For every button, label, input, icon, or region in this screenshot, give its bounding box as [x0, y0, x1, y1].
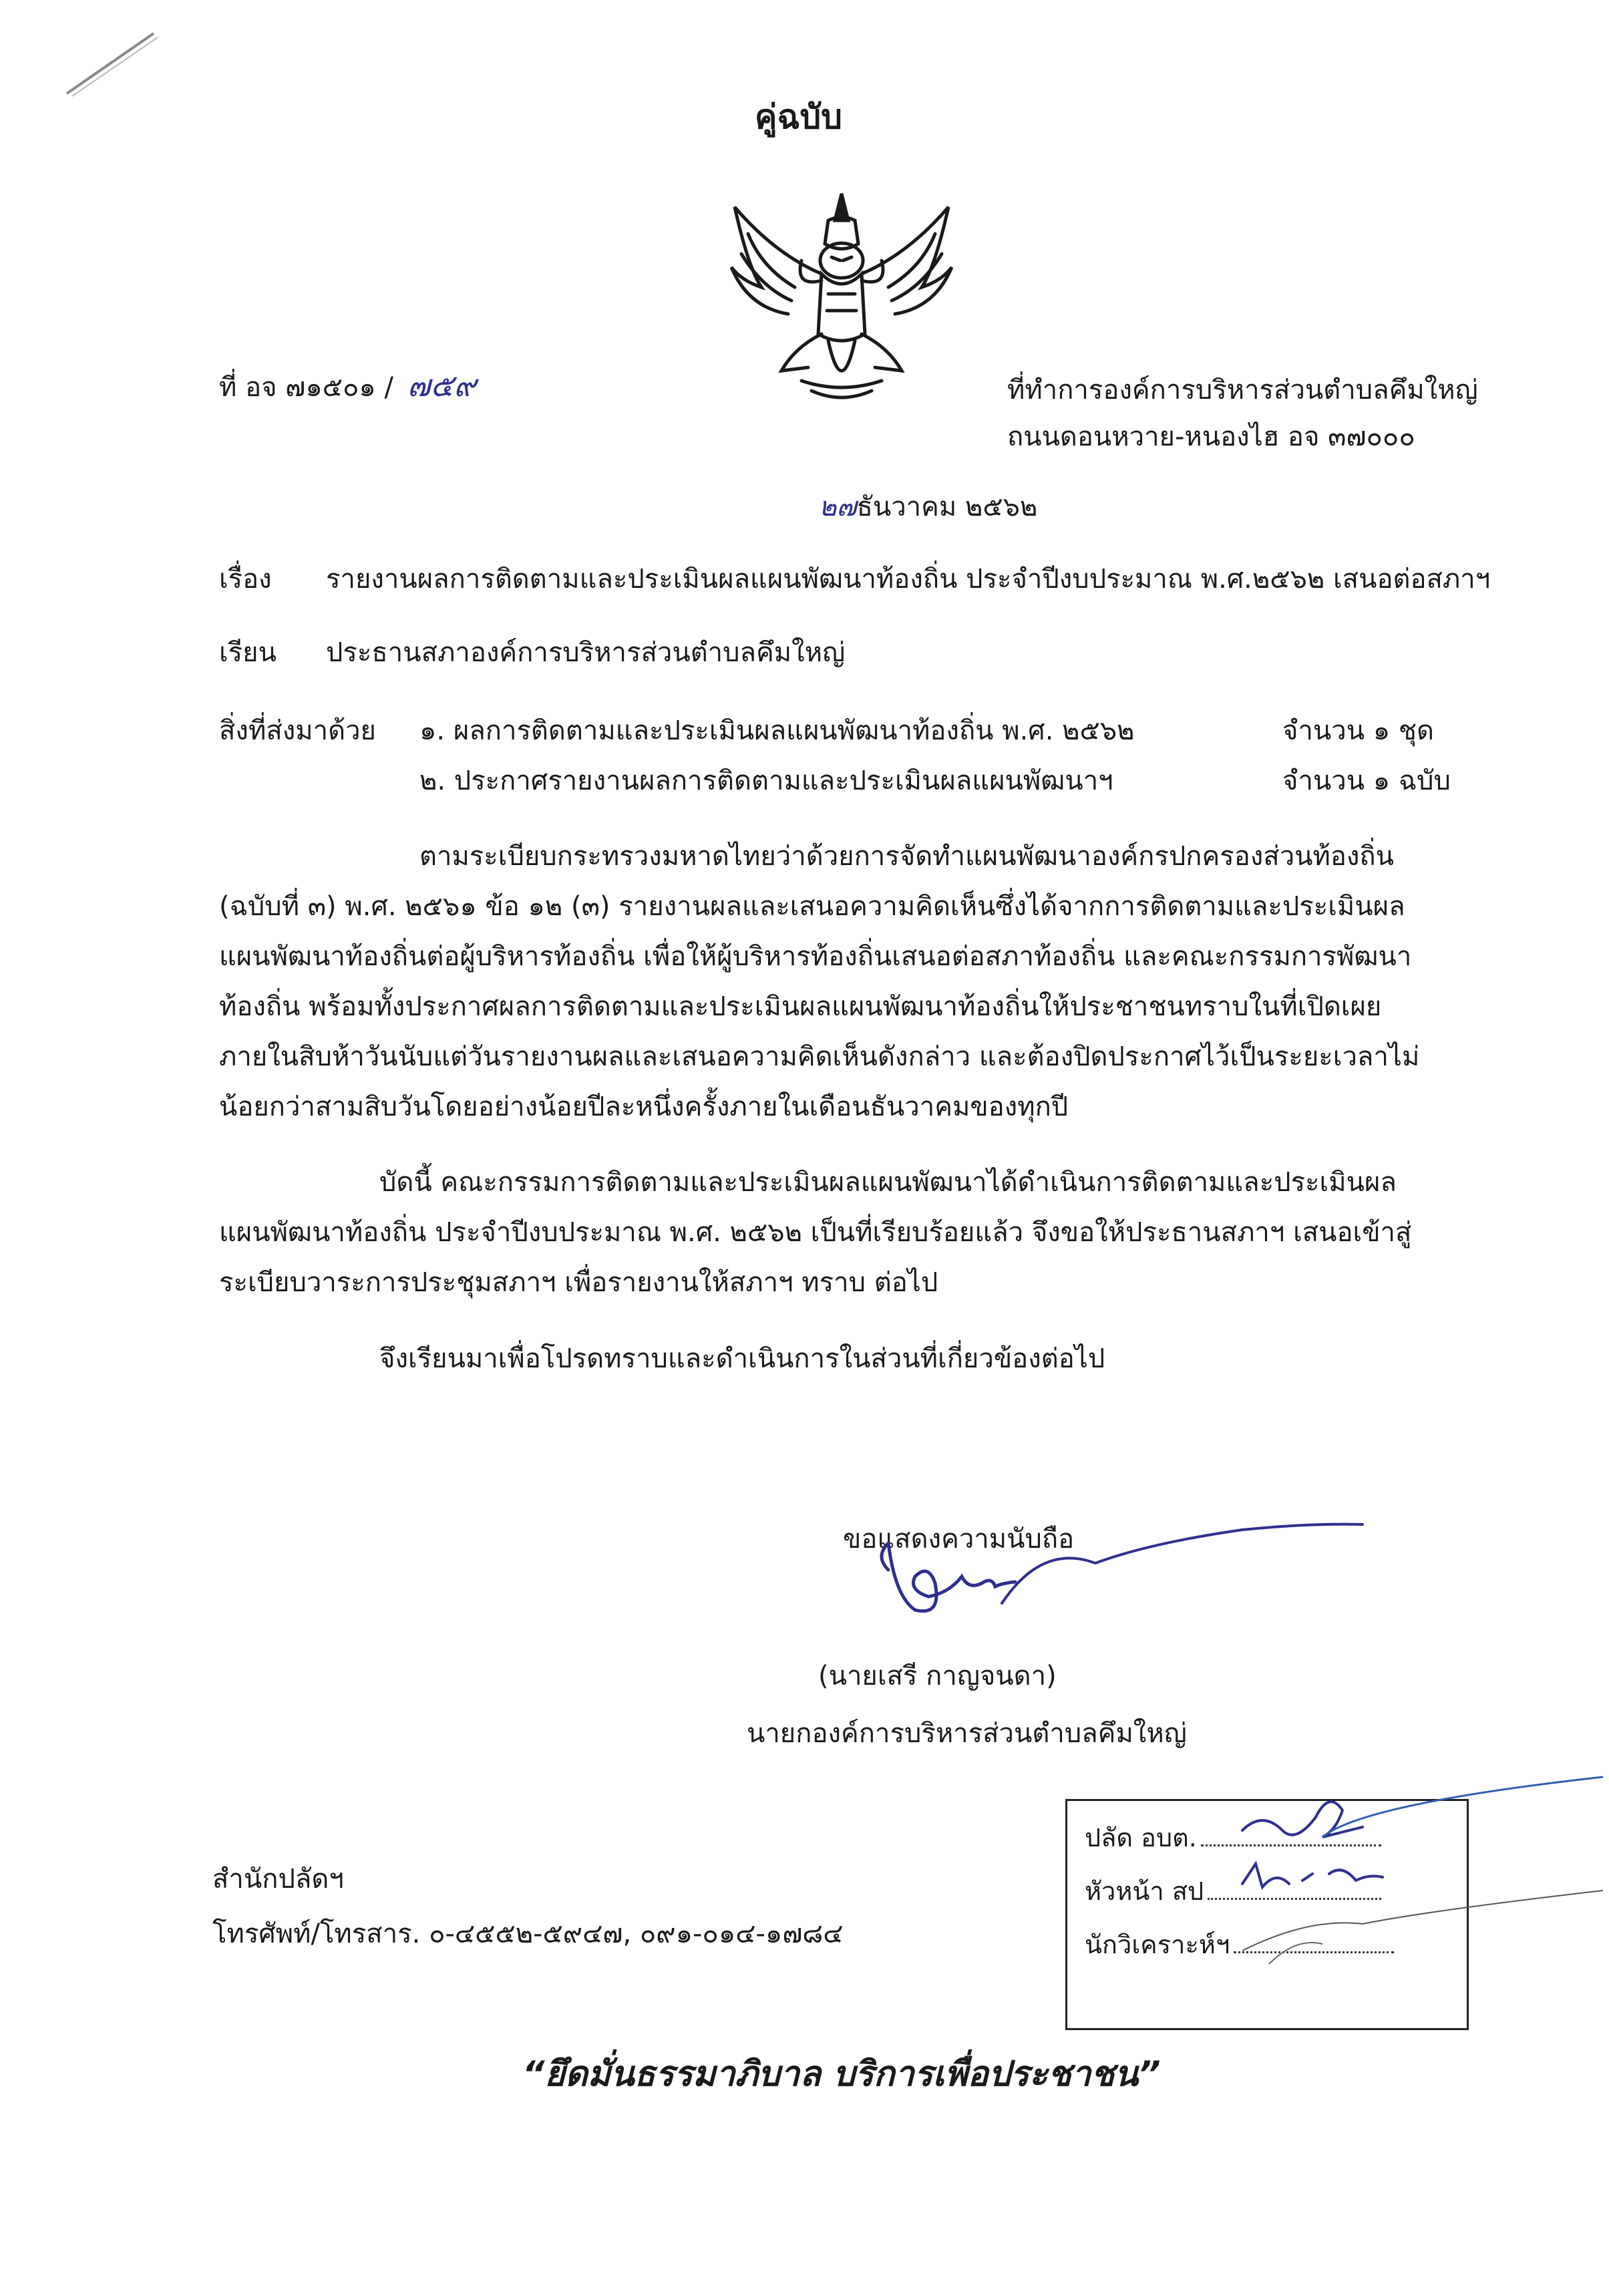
body-paragraph-1: [219, 832, 1480, 1132]
signer-name: (นายเสรี กาญจนดา): [818, 1661, 1057, 1691]
body-p1-line-5: ภายในสิบห้าวันนับแต่วันรายงานผลและเสนอความคิดเห็นดังกล่าว และต้องปิดประกาศไว้เป็นระยะเวลาไม่: [219, 1041, 1420, 1072]
garuda-emblem: [721, 180, 962, 404]
pen-mark-top-left: [60, 27, 160, 100]
salutation: ขอแสดงความนับถือ: [843, 1524, 1075, 1554]
body-p2-line-1: บัดนี้ คณะกรรมการติดตามและประเมินผลแผนพัฒนาได้ดำเนินการติดตามและประเมินผล: [379, 1167, 1397, 1198]
sender-address-line1: ที่ทำการองค์การบริหารส่วนตำบลคึมใหญ่: [1007, 375, 1478, 405]
subject-text: รายงานผลการติดตามและประเมินผลแผนพัฒนาท้องถิ่น ประจำปีงบประมาณ พ.ศ.๒๕๖๒ เสนอต่อสภาฯ: [326, 564, 1491, 595]
approval-analyst-label: นักวิเคราะห์ฯ: [1085, 1930, 1230, 1959]
body-paragraph-2: [219, 1158, 1480, 1308]
slogan: “ยึดมั่นธรรมาภิบาล บริการเพื่อประชาชน”: [522, 2054, 1161, 2094]
enclosure-qty-2: จำนวน ๑ ฉบับ: [1282, 766, 1451, 796]
enclosure-qty-1: จำนวน ๑ ชุด: [1282, 715, 1434, 746]
approval-chief-label: ปลัด อบต.: [1085, 1823, 1197, 1852]
body-p1-line-3: แผนพัฒนาท้องถิ่นต่อผู้บริหารท้องถิ่น เพื่อให้ผู้บริหารท้องถิ่นเสนอต่อสภาท้องถิ่น และคณะกรรมการพัฒนา: [219, 941, 1412, 972]
sender-address-line2: ถนนดอนหวาย-หนองไฮ อจ ๓๗๐๐๐: [1007, 422, 1415, 452]
approval-initials: [1229, 1764, 1603, 1991]
approval-head-label: หัวหน้า สป: [1085, 1876, 1204, 1906]
to-text: ประธานสภาองค์การบริหารส่วนตำบลคึมใหญ่: [326, 637, 846, 668]
body-p1-line-1: ตามระเบียบกระทรวงมหาดไทยว่าด้วยการจัดทำแผนพัฒนาองค์กรปกครองส่วนท้องถิ่น: [419, 841, 1394, 872]
reference-number-handwritten: ๗๕๙: [407, 367, 476, 403]
body-p1-line-2: (ฉบับที่ ๓) พ.ศ. ๒๕๖๑ ข้อ ๑๒ (๓) รายงานผลและเสนอความคิดเห็นซึ่งได้จากการติดตามและประเมินผล: [219, 891, 1405, 922]
copy-label: คู่ฉบับ: [755, 98, 842, 136]
office-phone: โทรศัพท์/โทรสาร. ๐-๔๕๕๒-๕๙๔๗, ๐๙๑-๐๑๔-๑๗๘๔: [212, 1919, 844, 1949]
reference-number: [219, 366, 476, 407]
subject-label: เรื่อง: [219, 564, 272, 595]
enclosure-item-1: ๑. ผลการติดตามและประเมินผลแผนพัฒนาท้องถิ่น พ.ศ. ๒๕๖๒: [419, 715, 1135, 746]
body-p1-line-6: น้อยกว่าสามสิบวันโดยอย่างน้อยปีละหนึ่งครั้งภายในเดือนธันวาคมของทุกปี: [219, 1092, 1069, 1122]
body-p1-line-4: ท้องถิ่น พร้อมทั้งประกาศผลการติดตามและประเมินผลแผนพัฒนาท้องถิ่นให้ประชาชนทราบในที่เปิดเผย: [219, 991, 1382, 1022]
date-day-handwritten: ๒๗: [819, 492, 857, 522]
office-name: สำนักปลัดฯ: [212, 1864, 344, 1895]
body-p2-line-3: ระเบียบวาระการประชุมสภาฯ เพื่อรายงานให้สภาฯ ทราบ ต่อไป: [219, 1267, 938, 1298]
signer-signature: [868, 1516, 1376, 1637]
to-label: เรียน: [219, 637, 277, 668]
document-date: [819, 488, 1037, 526]
enclosures-label: สิ่งที่ส่งมาด้วย: [219, 715, 376, 746]
reference-prefix: ที่ อจ ๗๑๕๐๑ /: [219, 372, 393, 403]
body-p2-line-2: แผนพัฒนาท้องถิ่น ประจำปีงบประมาณ พ.ศ. ๒๕๖๒ เป็นที่เรียบร้อยแล้ว จึงขอให้ประธานสภาฯ เสนอเข้าสู่: [219, 1217, 1412, 1248]
date-month-year: ธันวาคม ๒๕๖๒: [856, 492, 1038, 522]
closing-request: จึงเรียนมาเพื่อโปรดทราบและดำเนินการในส่วนที่เกี่ยวข้องต่อไป: [379, 1343, 1105, 1374]
signer-position: นายกองค์การบริหารส่วนตำบลคึมใหญ่: [747, 1718, 1187, 1749]
enclosure-item-2: ๒. ประกาศรายงานผลการติดตามและประเมินผลแผนพัฒนาฯ: [419, 766, 1113, 796]
